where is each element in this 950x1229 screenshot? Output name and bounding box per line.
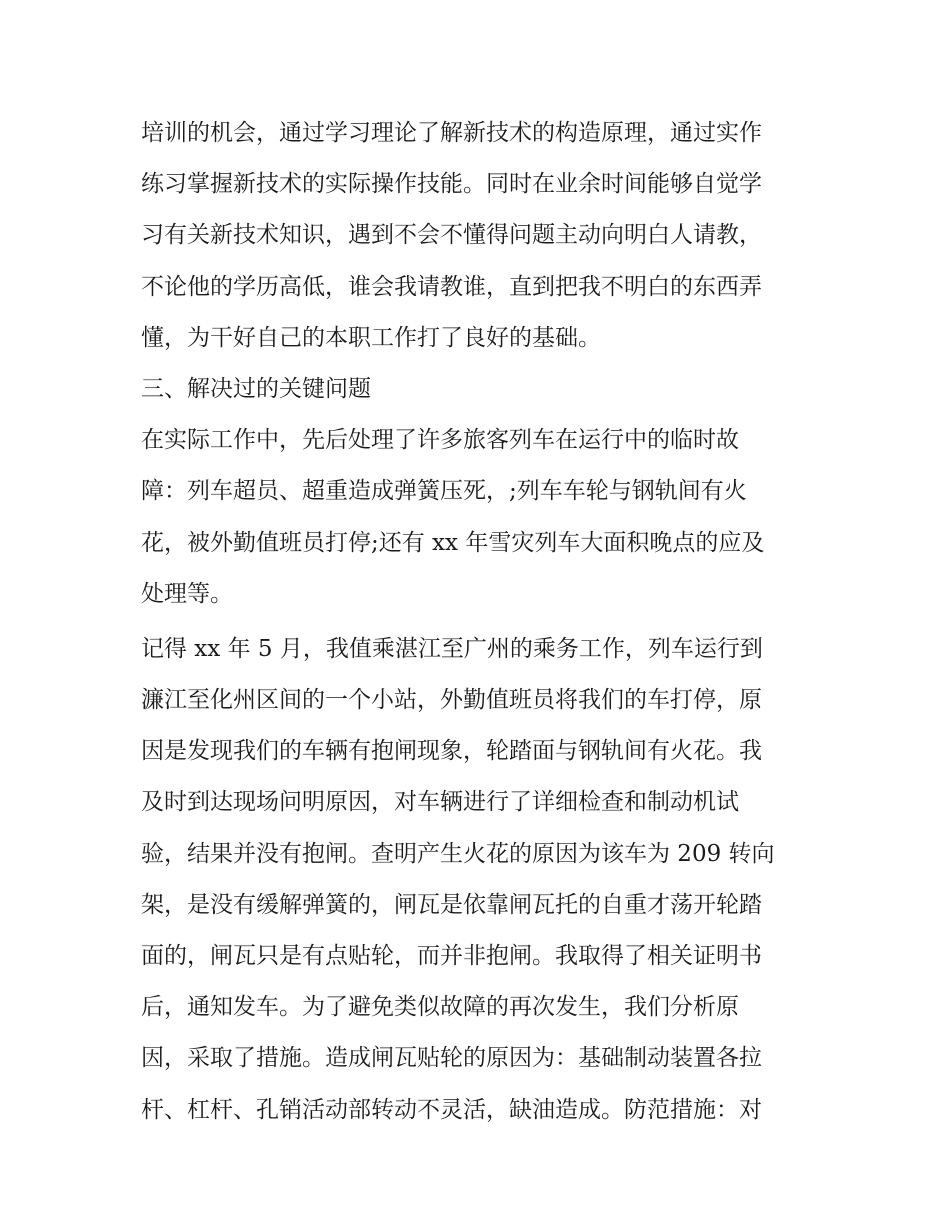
text-line: 架，是没有缓解弹簧的，闸瓦是依靠闸瓦托的自重才荡开轮踏 bbox=[141, 891, 762, 918]
text-line: 及时到达现场问明原因，对车辆进行了详细检查和制动机试 bbox=[141, 789, 739, 816]
paragraph-incident bbox=[141, 624, 813, 1136]
text-line: 验，结果并没有抱闸。查明产生火花的原因为该车为 209 转向 bbox=[141, 840, 775, 867]
section-heading-block bbox=[141, 364, 813, 415]
text-line: 面的，闸瓦只是有点贴轮，而并非抱闸。我取得了相关证明书 bbox=[141, 943, 762, 969]
text-line: 杆、杠杆、孔销活动部转动不灵活，缺油造成。防范措施：对 bbox=[141, 1096, 762, 1123]
text-line: 障：列车超员、超重造成弹簧压死，;列车车轮与钢轨间有火 bbox=[141, 478, 747, 505]
text-line: 不论他的学历高低，谁会我请教谁，直到把我不明白的东西弄 bbox=[141, 273, 762, 300]
text-line: 因是发现我们的车辆有抱闸现象，轮踏面与钢轨间有火花。我 bbox=[141, 738, 762, 765]
text-line: 濂江至化州区间的一个小站，外勤值班员将我们的车打停，原 bbox=[141, 687, 762, 714]
text-line: 懂，为干好自己的本职工作打了良好的基础。 bbox=[141, 324, 601, 351]
text-line: 培训的机会，通过学习理论了解新技术的构造原理，通过实作 bbox=[141, 120, 762, 146]
document-body bbox=[141, 108, 813, 1136]
paragraph-training bbox=[141, 108, 813, 364]
text-line: 在实际工作中，先后处理了许多旅客列车在运行中的临时故 bbox=[141, 427, 739, 454]
section-heading: 三、解决过的关键问题 bbox=[141, 375, 371, 402]
paragraph-key-problems bbox=[141, 415, 813, 620]
text-line: 练习掌握新技术的实际操作技能。同时在业余时间能够自觉学 bbox=[141, 171, 762, 198]
text-line: 花，被外勤值班员打停;还有 xx 年雪灾列车大面积晚点的应及 bbox=[141, 529, 765, 556]
text-line: 后，通知发车。为了避免类似故障的再次发生，我们分析原 bbox=[141, 994, 739, 1021]
text-line: 习有关新技术知识，遇到不会不懂得问题主动向明白人请教， bbox=[141, 222, 762, 249]
text-line: 记得 xx 年 5 月，我值乘湛江至广州的乘务工作，列车运行到 bbox=[141, 635, 763, 662]
text-line: 处理等。 bbox=[141, 580, 233, 607]
text-line: 因，采取了措施。造成闸瓦贴轮的原因为：基础制动装置各拉 bbox=[141, 1045, 762, 1072]
